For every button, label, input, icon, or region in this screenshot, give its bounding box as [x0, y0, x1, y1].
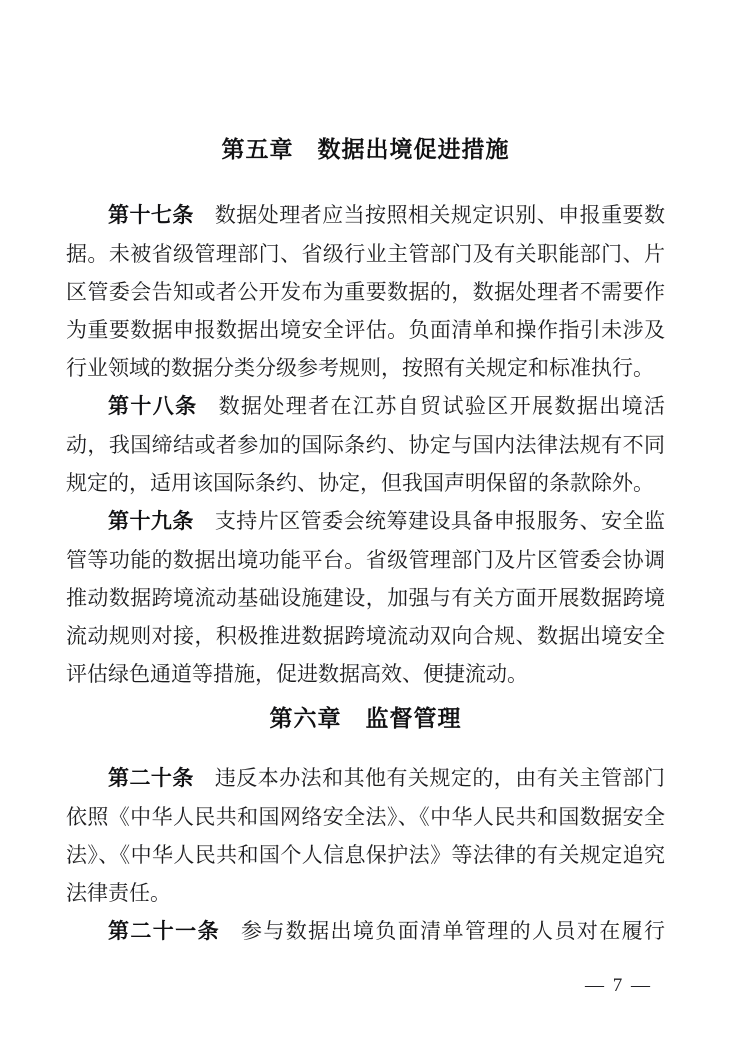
article-17-text: 数据处理者应当按照相关规定识别、申报重要数据。未被省级管理部门、省级行业主管部门及有关职能部门、片区管委会告知或者公开发布为重要数据的，数据处理者不需要作为重要数据申报数据出境安全评估。负面清单和操作指引未涉及行业领域的数据分类分级参考规则，按照有关规定和标准执行。: [66, 203, 666, 380]
article-20-number: 第二十条: [108, 767, 194, 790]
article-21-number: 第二十一条: [108, 920, 220, 943]
article-18-paragraph: [66, 387, 665, 502]
article-20-paragraph: [66, 759, 665, 912]
document-body: [66, 130, 665, 951]
article-20-text: 违反本办法和其他有关规定的，由有关主管部门依照《中华人民共和国网络安全法》、《中华人民共和国数据安全法》、《中华人民共和国个人信息保护法》等法律的有关规定追究法律责任。: [66, 766, 666, 905]
page-number: — 7 —: [585, 975, 652, 996]
article-19-text: 支持片区管委会统筹建设具备申报服务、安全监管等功能的数据出境功能平台。省级管理部门及片区管委会协调推动数据跨境流动基础设施建设，加强与有关方面开展数据跨境流动规则对接，积极推进数据跨境流动双向合规、数据出境安全评估绿色通道等措施，促进数据高效、便捷流动。: [66, 509, 666, 686]
article-18-text: 数据处理者在江苏自贸试验区开展数据出境活动，我国缔结或者参加的国际条约、协定与国内法律法规有不同规定的，适用该国际条约、协定，但我国声明保留的条款除外。: [66, 394, 666, 495]
article-19-number: 第十九条: [108, 510, 194, 533]
article-21-paragraph: [66, 912, 665, 951]
article-19-paragraph: [66, 502, 665, 693]
article-17-number: 第十七条: [108, 204, 194, 227]
chapter-6-heading: 第六章 监督管理: [269, 705, 462, 731]
article-18-number: 第十八条: [108, 395, 198, 418]
chapter-5-heading: 第五章 数据出境促进措施: [221, 136, 510, 162]
article-17-paragraph: [66, 196, 665, 387]
article-21-text: 参与数据出境负面清单管理的人员对在履行: [240, 919, 666, 943]
